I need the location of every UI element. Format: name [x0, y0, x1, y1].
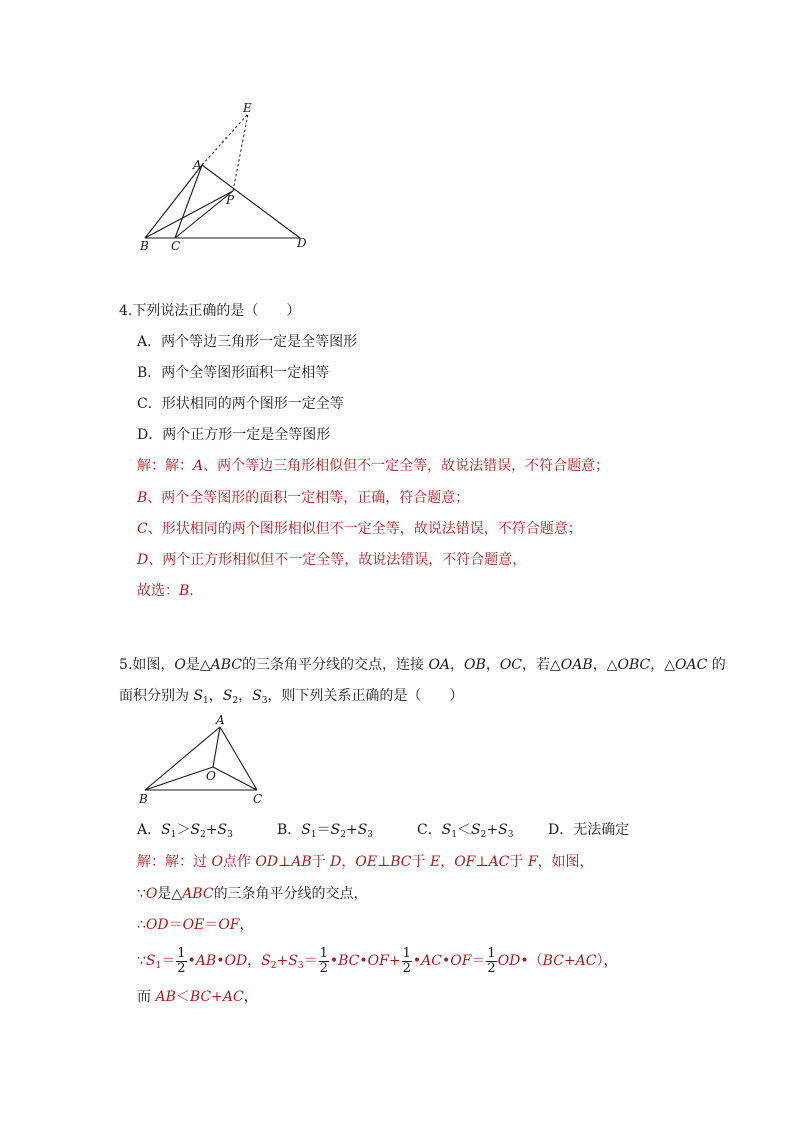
q4-option-a: A．两个等边三角形一定是全等图形	[137, 334, 358, 350]
question-4-stem: 4.下列说法正确的是（ ）	[119, 303, 301, 319]
label-b: B	[140, 239, 149, 253]
q5-solution-line-2: ∵O是△ABC的三条角平分线的交点，	[137, 886, 368, 902]
q5-solution-line-1: 解：解：过 O点作 OD⊥AB于 D，OE⊥BC于 E，OF⊥AC于 F，如图，	[137, 854, 594, 870]
label-c: C	[253, 792, 263, 806]
segment-bp	[145, 191, 233, 238]
figure-triangle-bcd	[130, 95, 330, 260]
q5-option-a: A．$S_1>S_2+S_3$	[137, 822, 233, 840]
q4-solution-line-1: 解：解：A、两个等边三角形相似但不一定全等，故说法错误，不符合题意；	[137, 458, 610, 474]
segment-ae-dashed	[202, 114, 248, 165]
q5-option-c: C．$S_1<S_2+S_3$	[417, 822, 514, 840]
segment-oa	[213, 727, 220, 767]
q4-solution-line-3: C、形状相同的两个图形相似但不一定全等，故说法错误，不符合题意；	[137, 521, 582, 537]
q4-solution-line-4: D、两个正方形相似但不一定全等，故说法错误，不符合题意，	[137, 552, 527, 568]
figure-triangle-abc	[135, 712, 275, 807]
q5-solution-line-5: 而 AB＜BC+AC，	[137, 989, 258, 1005]
q5-option-d: D．无法确定	[548, 822, 630, 838]
label-d: D	[297, 236, 307, 250]
label-p: P	[226, 193, 235, 207]
q5-solution-line-4: $\because S_1=$ $\frac{1}{2}$ •AB•OD，$S_2+S_3=$ $\frac{1}{2}$ •BC•OF+ $\frac{1}{2}$ •AC•OF＝ $\frac{1}{2}$ OD•（BC+AC），	[137, 945, 618, 976]
segment-ad	[202, 165, 300, 238]
segment-ob	[145, 767, 213, 790]
question-5-stem-line-1: 5.如图，O是△ABC的三条角平分线的交点，连接 OA，OB，OC，若△OAB，△OBC，△OAC 的	[119, 657, 726, 673]
question-5-stem-line-2: 面积分别为 $S_1$，$S_2$，$S_3$，则下列关系正确的是（ ）	[119, 688, 464, 706]
fraction-half: $\frac{1}{2}$	[487, 945, 496, 976]
label-e: E	[243, 101, 252, 115]
label-o: O	[206, 769, 216, 783]
segment-pe-dashed	[233, 114, 248, 191]
q4-solution-line-2: B、两个全等图形的面积一定相等，正确，符合题意；	[137, 490, 470, 506]
label-a: A	[193, 158, 202, 172]
q5-option-b: B．$S_1=S_2+S_3$	[277, 822, 374, 840]
label-c: C	[171, 239, 181, 253]
q4-option-b: B．两个全等图形面积一定相等	[137, 365, 330, 381]
fraction-half: $\frac{1}{2}$	[319, 945, 328, 976]
q5-solution-line-3: ∴OD＝OE＝OF，	[137, 917, 254, 933]
segment-ba	[145, 165, 202, 238]
q4-solution-answer: 故选：B.	[137, 583, 194, 599]
label-a: A	[216, 713, 225, 727]
q4-option-c: C．形状相同的两个图形一定全等	[137, 396, 344, 412]
fraction-half: $\frac{1}{2}$	[177, 945, 186, 976]
fraction-half: $\frac{1}{2}$	[402, 945, 411, 976]
label-b: B	[139, 792, 148, 806]
q4-option-d: D．两个正方形一定是全等图形	[137, 427, 331, 443]
